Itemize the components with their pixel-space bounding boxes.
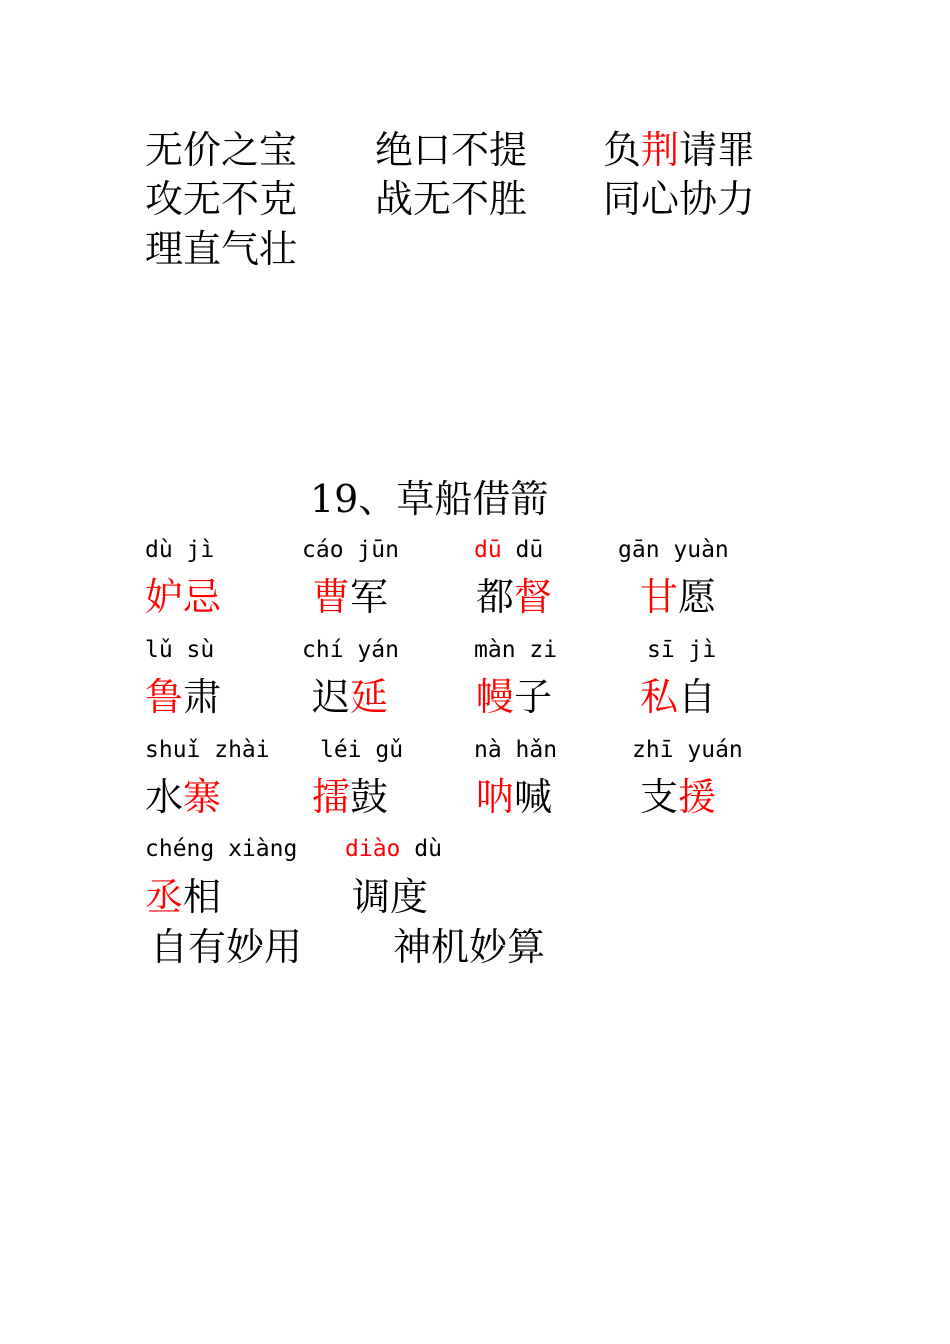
idiom: [603, 127, 755, 173]
word-highlight: 曹: [312, 575, 351, 619]
word-part: 都: [476, 575, 515, 619]
idiom: 绝口不提: [375, 128, 528, 172]
pinyin: [145, 636, 214, 664]
pinyin-part: shuǐ zhài: [145, 737, 270, 763]
idiom: 战无不胜: [375, 177, 528, 221]
pinyin-part: sī jì: [647, 637, 717, 663]
vocab-word: [145, 674, 221, 720]
word-part: 调度: [352, 875, 429, 919]
idiom: 同心协力: [603, 177, 756, 221]
word-part: 军: [350, 575, 389, 619]
vocab-word: [640, 774, 716, 820]
pinyin: [474, 636, 557, 664]
pinyin-part: lǔ sù: [145, 637, 215, 663]
word-part: 肃: [183, 675, 222, 719]
vocab-word: [145, 774, 221, 820]
pinyin: [145, 736, 270, 764]
word-highlight: 甘: [640, 575, 679, 619]
word-part: 愿: [678, 575, 717, 619]
pinyin-part: nà hǎn: [474, 737, 558, 763]
vocab-word: [312, 674, 388, 720]
word-highlight: 私: [640, 675, 679, 719]
pinyin: [145, 835, 297, 863]
pinyin-part: dù jì: [145, 537, 215, 563]
word-part: 鼓: [350, 775, 389, 819]
pinyin-highlight: diào: [345, 836, 401, 862]
word-part: 子: [514, 675, 553, 719]
word-highlight: 幔: [476, 675, 515, 719]
pinyin-part: chí yán: [302, 637, 399, 663]
word-part: 迟: [312, 675, 351, 719]
word-highlight: 丞: [145, 875, 184, 919]
vocab-word: [640, 574, 716, 620]
vocab-word: [145, 574, 221, 620]
idiom: 神机妙算: [393, 925, 546, 969]
word-highlight: 延: [350, 675, 389, 719]
pinyin: [145, 536, 214, 564]
word-highlight: 寨: [183, 775, 222, 819]
idiom: 自有妙用: [150, 925, 303, 969]
vocab-word: [476, 774, 552, 820]
pinyin-part: gān yuàn: [618, 537, 729, 563]
pinyin: [618, 536, 729, 564]
pinyin-part: dù: [400, 836, 442, 862]
idiom-part: 请罪: [679, 128, 756, 172]
vocab-word: [145, 874, 221, 920]
word-part: 相: [183, 875, 222, 919]
pinyin-part: chéng xiàng: [145, 836, 298, 862]
idiom: 理直气壮: [145, 227, 298, 271]
pinyin-part: màn zi: [474, 637, 558, 663]
pinyin-part: dū: [501, 537, 544, 563]
pinyin: [302, 636, 399, 664]
lesson-title: 19、草船借箭: [310, 477, 549, 521]
pinyin-part: léi gǔ: [320, 737, 404, 763]
idiom: 无价之宝: [145, 128, 298, 172]
pinyin: [632, 736, 743, 764]
word-highlight: 援: [678, 775, 717, 819]
vocab-word: [640, 674, 716, 720]
word-part: 喊: [514, 775, 553, 819]
pinyin-highlight: dū: [474, 537, 502, 563]
pinyin: [474, 736, 557, 764]
idiom: 攻无不克: [145, 177, 298, 221]
word-highlight: 督: [514, 575, 553, 619]
pinyin: [302, 536, 399, 564]
idiom-part-highlight: 荆: [641, 128, 680, 172]
word-part: 支: [640, 775, 679, 819]
vocab-word: [476, 574, 552, 620]
word-highlight: 擂: [312, 775, 351, 819]
word-highlight: 呐: [476, 775, 515, 819]
pinyin: [345, 835, 442, 863]
pinyin-part: cáo jūn: [302, 537, 399, 563]
word-part: 水: [145, 775, 184, 819]
vocab-word: [312, 574, 388, 620]
pinyin: [647, 636, 716, 664]
word-highlight: 妒忌: [145, 575, 222, 619]
word-part: 自: [678, 675, 717, 719]
word-highlight: 鲁: [145, 675, 184, 719]
vocab-word: [352, 874, 428, 920]
pinyin: [474, 536, 543, 564]
vocab-word: [476, 674, 552, 720]
vocab-word: [312, 774, 388, 820]
pinyin-part: zhī yuán: [632, 737, 743, 763]
pinyin: [320, 736, 403, 764]
idiom-part: 负: [603, 128, 642, 172]
